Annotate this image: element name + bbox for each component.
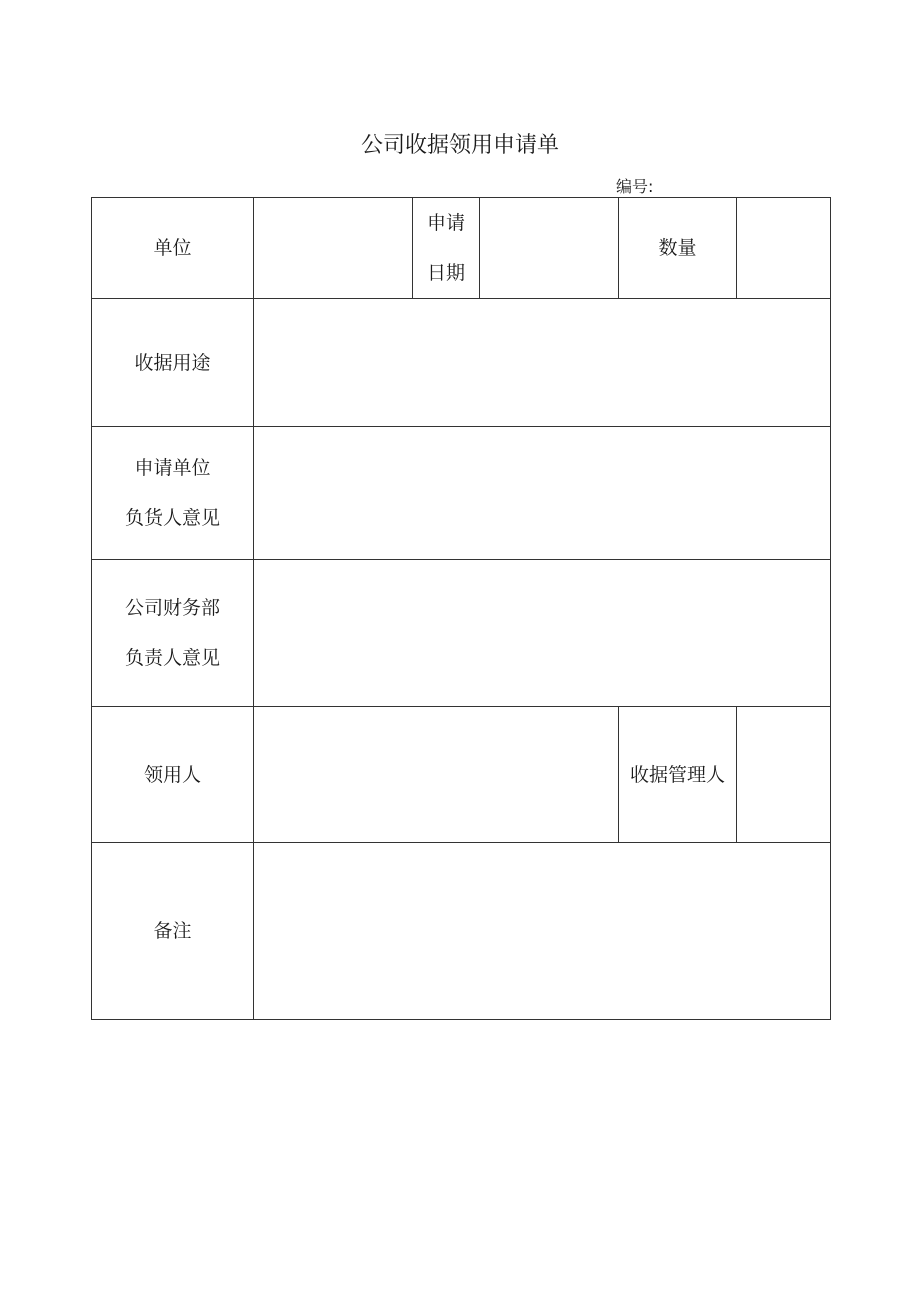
applicant-opinion-label	[92, 427, 254, 560]
purpose-label: 收据用途	[92, 299, 254, 427]
receipt-request-form	[91, 197, 831, 1020]
finance-opinion-label	[92, 560, 254, 707]
row-recipient-manager	[92, 707, 831, 843]
applicant-opinion-label-line2: 负货人意见	[124, 507, 220, 529]
apply-date-label-line1: 申请	[426, 212, 465, 234]
apply-date-field[interactable]	[480, 198, 619, 299]
recipient-field[interactable]	[254, 707, 619, 843]
serial-number-label: 编号:	[616, 177, 654, 196]
unit-field[interactable]	[254, 198, 413, 299]
row-finance-opinion	[92, 560, 831, 707]
applicant-opinion-label-line1: 申请单位	[134, 457, 211, 479]
row-applicant-opinion	[92, 427, 831, 560]
recipient-label: 领用人	[92, 707, 254, 843]
row-purpose	[92, 299, 831, 427]
finance-opinion-label-line1: 公司财务部	[124, 597, 220, 619]
receipt-manager-label: 收据管理人	[619, 707, 737, 843]
row-unit-date-quantity	[92, 198, 831, 299]
remarks-field[interactable]	[254, 843, 831, 1020]
finance-opinion-label-line2: 负责人意见	[124, 647, 220, 669]
apply-date-label	[413, 198, 480, 299]
applicant-opinion-field[interactable]	[254, 427, 831, 560]
purpose-field[interactable]	[254, 299, 831, 427]
apply-date-label-line2: 日期	[426, 262, 465, 284]
row-remarks	[92, 843, 831, 1020]
receipt-manager-field[interactable]	[737, 707, 831, 843]
quantity-field[interactable]	[737, 198, 831, 299]
unit-label: 单位	[92, 198, 254, 299]
finance-opinion-field[interactable]	[254, 560, 831, 707]
form-title: 公司收据领用申请单	[360, 133, 559, 158]
quantity-label: 数量	[619, 198, 737, 299]
remarks-label: 备注	[92, 843, 254, 1020]
